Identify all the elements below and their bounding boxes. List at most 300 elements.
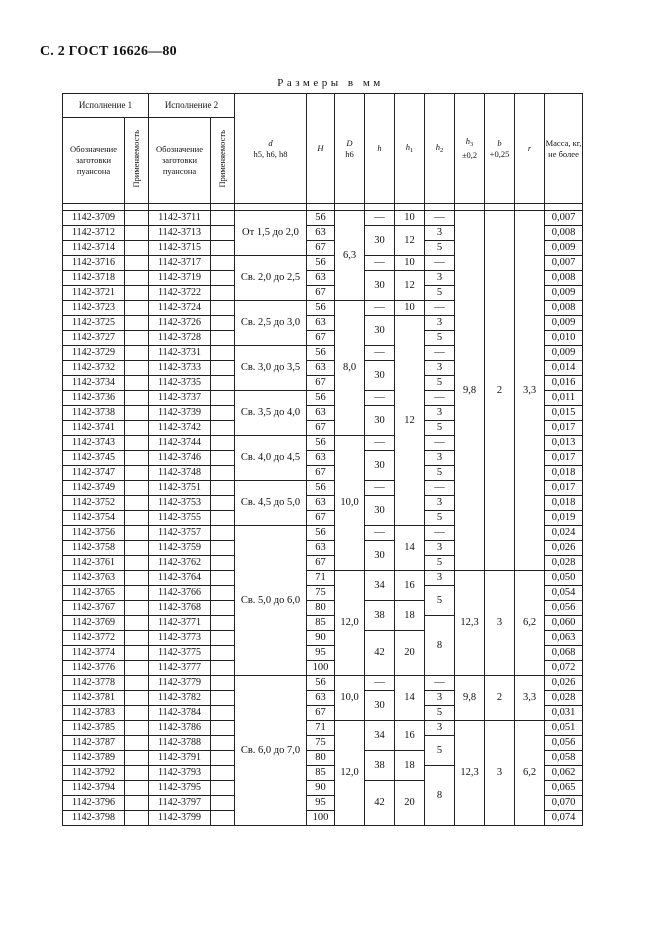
cell-applicability-1 (125, 466, 149, 481)
cell-d: Св. 4,0 до 4,5 (235, 436, 307, 481)
cell-h3: 12,3 (455, 721, 485, 826)
cell-H: 95 (307, 646, 335, 661)
cell-H: 56 (307, 481, 335, 496)
cell-designation-2: 1142-3719 (149, 271, 211, 286)
cell-designation-2: 1142-3773 (149, 631, 211, 646)
cell-H: 63 (307, 691, 335, 706)
cell-h2: 5 (425, 736, 455, 766)
cell-applicability-2 (211, 811, 235, 826)
cell-designation-2: 1142-3755 (149, 511, 211, 526)
cell-mass: 0,017 (545, 421, 583, 436)
cell-h2: — (425, 391, 455, 406)
cell-applicability-2 (211, 301, 235, 316)
cell-h1: 12 (395, 226, 425, 256)
cell-mass: 0,058 (545, 751, 583, 766)
cell-mass: 0,015 (545, 406, 583, 421)
cell-h: 30 (365, 496, 395, 526)
cell-h: 30 (365, 451, 395, 481)
cell-applicability-1 (125, 241, 149, 256)
cell-h: — (365, 301, 395, 316)
cell-b: 2 (485, 676, 515, 721)
table-row (63, 571, 583, 586)
cell-applicability-2 (211, 736, 235, 751)
cell-D: 12,0 (335, 571, 365, 676)
cell-mass: 0,017 (545, 451, 583, 466)
header-d-symbol: d (268, 137, 273, 148)
cell-h2: 3 (425, 571, 455, 586)
cell-mass: 0,016 (545, 376, 583, 391)
cell-applicability-2 (211, 511, 235, 526)
cell-h2: 5 (425, 421, 455, 436)
cell-applicability-2 (211, 706, 235, 721)
cell-applicability-2 (211, 361, 235, 376)
cell-designation-2: 1142-3726 (149, 316, 211, 331)
cell-H: 56 (307, 526, 335, 541)
cell-designation-1: 1142-3738 (63, 406, 125, 421)
header-r-symbol: r (527, 143, 532, 153)
cell-designation-1: 1142-3783 (63, 706, 125, 721)
cell-H: 90 (307, 781, 335, 796)
cell-h1: 14 (395, 526, 425, 571)
cell-h3: 9,8 (455, 211, 485, 571)
header-H (307, 94, 335, 204)
header-h2-symbol: h (435, 141, 440, 152)
cell-applicability-2 (211, 661, 235, 676)
cell-H: 67 (307, 331, 335, 346)
cell-applicability-1 (125, 706, 149, 721)
cell-designation-2: 1142-3739 (149, 406, 211, 421)
cell-mass: 0,028 (545, 556, 583, 571)
cell-applicability-1 (125, 526, 149, 541)
cell-applicability-2 (211, 631, 235, 646)
cell-mass: 0,019 (545, 511, 583, 526)
cell-applicability-2 (211, 436, 235, 451)
cell-mass: 0,070 (545, 796, 583, 811)
header-designation-2: Обозначение заготовки пуансона (149, 118, 211, 204)
cell-h: 34 (365, 571, 395, 601)
cell-applicability-2 (211, 331, 235, 346)
header-h3-tolerance: ±0,2 (461, 150, 478, 160)
cell-mass: 0,008 (545, 226, 583, 241)
cell-d: Св. 4,5 до 5,0 (235, 481, 307, 526)
cell-H: 75 (307, 586, 335, 601)
cell-H: 85 (307, 766, 335, 781)
cell-designation-2: 1142-3717 (149, 256, 211, 271)
cell-applicability-1 (125, 421, 149, 436)
cell-designation-2: 1142-3737 (149, 391, 211, 406)
cell-applicability-2 (211, 256, 235, 271)
cell-h2: — (425, 676, 455, 691)
page-header: С. 2 ГОСТ 16626—80 (40, 44, 177, 59)
cell-d: От 1,5 до 2,0 (235, 211, 307, 256)
header-h3-symbol: h (465, 136, 470, 146)
cell-H: 56 (307, 256, 335, 271)
cell-applicability-2 (211, 781, 235, 796)
cell-D: 10,0 (335, 676, 365, 721)
cell-h2: 3 (425, 271, 455, 286)
cell-designation-2: 1142-3722 (149, 286, 211, 301)
cell-applicability-1 (125, 271, 149, 286)
cell-h: 30 (365, 691, 395, 721)
cell-h1: 16 (395, 571, 425, 601)
header-applicability-2 (211, 118, 235, 204)
cell-applicability-1 (125, 796, 149, 811)
cell-applicability-1 (125, 481, 149, 496)
cell-designation-2: 1142-3733 (149, 361, 211, 376)
cell-h: — (365, 481, 395, 496)
cell-designation-1: 1142-3798 (63, 811, 125, 826)
cell-mass: 0,068 (545, 646, 583, 661)
cell-h3: 12,3 (455, 571, 485, 676)
cell-designation-2: 1142-3728 (149, 331, 211, 346)
cell-h2: 3 (425, 721, 455, 736)
cell-H: 56 (307, 211, 335, 226)
cell-H: 67 (307, 466, 335, 481)
cell-H: 71 (307, 571, 335, 586)
cell-H: 63 (307, 271, 335, 286)
cell-applicability-2 (211, 601, 235, 616)
header-designation-1: Обозначение заготовки пуансона (63, 118, 125, 204)
cell-designation-2: 1142-3775 (149, 646, 211, 661)
cell-h2: 5 (425, 376, 455, 391)
cell-mass: 0,009 (545, 241, 583, 256)
cell-applicability-1 (125, 631, 149, 646)
cell-H: 63 (307, 316, 335, 331)
cell-applicability-2 (211, 541, 235, 556)
cell-applicability-2 (211, 376, 235, 391)
cell-applicability-2 (211, 451, 235, 466)
cell-h2: 5 (425, 706, 455, 721)
cell-designation-2: 1142-3744 (149, 436, 211, 451)
cell-h2: 3 (425, 451, 455, 466)
cell-applicability-2 (211, 421, 235, 436)
cell-mass: 0,018 (545, 466, 583, 481)
cell-mass: 0,051 (545, 721, 583, 736)
cell-applicability-1 (125, 376, 149, 391)
cell-designation-1: 1142-3743 (63, 436, 125, 451)
cell-H: 63 (307, 361, 335, 376)
cell-applicability-2 (211, 316, 235, 331)
cell-b: 2 (485, 211, 515, 571)
cell-designation-2: 1142-3735 (149, 376, 211, 391)
cell-designation-2: 1142-3779 (149, 676, 211, 691)
cell-H: 56 (307, 436, 335, 451)
cell-designation-2: 1142-3786 (149, 721, 211, 736)
cell-designation-1: 1142-3749 (63, 481, 125, 496)
cell-b: 3 (485, 571, 515, 676)
cell-r: 6,2 (515, 721, 545, 826)
cell-mass: 0,018 (545, 496, 583, 511)
cell-h: — (365, 676, 395, 691)
cell-designation-1: 1142-3716 (63, 256, 125, 271)
cell-h: 30 (365, 316, 395, 346)
table-row (63, 676, 583, 691)
cell-designation-1: 1142-3769 (63, 616, 125, 631)
cell-mass: 0,056 (545, 601, 583, 616)
cell-mass: 0,074 (545, 811, 583, 826)
cell-mass: 0,007 (545, 211, 583, 226)
cell-h: — (365, 211, 395, 226)
cell-h1: 14 (395, 676, 425, 721)
cell-H: 67 (307, 511, 335, 526)
cell-applicability-1 (125, 331, 149, 346)
cell-applicability-2 (211, 691, 235, 706)
cell-h2: 3 (425, 406, 455, 421)
header-h1-subscript: 1 (410, 146, 414, 154)
cell-applicability-1 (125, 391, 149, 406)
cell-designation-1: 1142-3756 (63, 526, 125, 541)
cell-designation-1: 1142-3729 (63, 346, 125, 361)
header-b (485, 94, 515, 204)
cell-designation-1: 1142-3792 (63, 766, 125, 781)
cell-b: 3 (485, 721, 515, 826)
cell-applicability-2 (211, 766, 235, 781)
cell-h1: 10 (395, 211, 425, 226)
cell-applicability-2 (211, 226, 235, 241)
cell-d: Св. 3,5 до 4,0 (235, 391, 307, 436)
table-row (63, 721, 583, 736)
cell-designation-2: 1142-3768 (149, 601, 211, 616)
cell-applicability-1 (125, 496, 149, 511)
dimensions-table (62, 93, 583, 826)
cell-applicability-2 (211, 556, 235, 571)
cell-mass: 0,010 (545, 331, 583, 346)
cell-applicability-2 (211, 271, 235, 286)
cell-applicability-1 (125, 541, 149, 556)
cell-designation-1: 1142-3781 (63, 691, 125, 706)
cell-h: — (365, 391, 395, 406)
header-H-symbol: H (317, 143, 324, 153)
cell-mass: 0,008 (545, 301, 583, 316)
cell-h: 30 (365, 361, 395, 391)
cell-designation-1: 1142-3758 (63, 541, 125, 556)
cell-applicability-1 (125, 766, 149, 781)
cell-h1: 10 (395, 301, 425, 316)
cell-designation-1: 1142-3723 (63, 301, 125, 316)
cell-applicability-1 (125, 736, 149, 751)
header-h3-subscript: 3 (470, 141, 474, 148)
cell-designation-1: 1142-3721 (63, 286, 125, 301)
cell-r: 3,3 (515, 211, 545, 571)
cell-designation-2: 1142-3771 (149, 616, 211, 631)
cell-H: 63 (307, 451, 335, 466)
cell-h2: 5 (425, 586, 455, 616)
cell-D: 8,0 (335, 301, 365, 436)
cell-h2: 3 (425, 316, 455, 331)
header-h2 (425, 94, 455, 204)
cell-applicability-1 (125, 451, 149, 466)
cell-H: 67 (307, 286, 335, 301)
header-h (365, 94, 395, 204)
cell-designation-2: 1142-3753 (149, 496, 211, 511)
cell-designation-2: 1142-3724 (149, 301, 211, 316)
cell-applicability-2 (211, 571, 235, 586)
cell-designation-1: 1142-3734 (63, 376, 125, 391)
cell-applicability-2 (211, 466, 235, 481)
cell-mass: 0,065 (545, 781, 583, 796)
cell-H: 71 (307, 721, 335, 736)
header-applicability-1 (125, 118, 149, 204)
cell-applicability-1 (125, 556, 149, 571)
cell-mass: 0,024 (545, 526, 583, 541)
cell-mass: 0,009 (545, 316, 583, 331)
cell-mass: 0,009 (545, 346, 583, 361)
cell-applicability-2 (211, 721, 235, 736)
cell-applicability-1 (125, 361, 149, 376)
cell-d: Св. 5,0 до 6,0 (235, 526, 307, 676)
cell-h2: 3 (425, 541, 455, 556)
cell-H: 67 (307, 706, 335, 721)
cell-d: Св. 3,0 до 3,5 (235, 346, 307, 391)
cell-designation-1: 1142-3754 (63, 511, 125, 526)
cell-applicability-2 (211, 526, 235, 541)
cell-mass: 0,008 (545, 271, 583, 286)
cell-h: 38 (365, 601, 395, 631)
cell-designation-2: 1142-3782 (149, 691, 211, 706)
cell-h: 30 (365, 226, 395, 256)
cell-h2: 5 (425, 466, 455, 481)
cell-designation-2: 1142-3731 (149, 346, 211, 361)
cell-applicability-1 (125, 721, 149, 736)
cell-h2: 5 (425, 241, 455, 256)
cell-applicability-1 (125, 691, 149, 706)
cell-h1: 12 (395, 271, 425, 301)
cell-h2: — (425, 481, 455, 496)
cell-designation-2: 1142-3757 (149, 526, 211, 541)
table-body (63, 204, 583, 826)
cell-H: 63 (307, 406, 335, 421)
header-b-tolerance: +0,25 (489, 148, 510, 159)
header-h2-subscript: 2 (440, 146, 444, 154)
cell-H: 56 (307, 346, 335, 361)
cell-h2: 5 (425, 556, 455, 571)
header-h1-symbol: h (405, 141, 410, 152)
cell-mass: 0,050 (545, 571, 583, 586)
cell-h2: — (425, 301, 455, 316)
cell-applicability-1 (125, 316, 149, 331)
cell-h: 34 (365, 721, 395, 751)
cell-applicability-1 (125, 601, 149, 616)
header-execution-1: Исполнение 1 (63, 94, 149, 118)
cell-H: 95 (307, 796, 335, 811)
header-applicability-2-text: Применяемость (217, 130, 227, 188)
cell-applicability-2 (211, 346, 235, 361)
cell-mass: 0,014 (545, 361, 583, 376)
cell-designation-2: 1142-3713 (149, 226, 211, 241)
cell-applicability-2 (211, 586, 235, 601)
cell-h: 30 (365, 406, 395, 436)
header-h3 (455, 94, 485, 204)
cell-h1: 18 (395, 751, 425, 781)
cell-H: 80 (307, 751, 335, 766)
cell-applicability-1 (125, 256, 149, 271)
cell-designation-2: 1142-3715 (149, 241, 211, 256)
cell-designation-2: 1142-3711 (149, 211, 211, 226)
cell-applicability-1 (125, 511, 149, 526)
header-D-tolerance: h6 (345, 148, 354, 159)
cell-applicability-2 (211, 751, 235, 766)
cell-H: 90 (307, 631, 335, 646)
cell-applicability-1 (125, 751, 149, 766)
header-r (515, 94, 545, 204)
cell-designation-2: 1142-3793 (149, 766, 211, 781)
cell-D: 12,0 (335, 721, 365, 826)
cell-mass: 0,031 (545, 706, 583, 721)
cell-applicability-2 (211, 391, 235, 406)
cell-H: 63 (307, 226, 335, 241)
cell-designation-1: 1142-3747 (63, 466, 125, 481)
header-d (235, 94, 307, 204)
cell-d: Св. 2,5 до 3,0 (235, 301, 307, 346)
header-b-symbol: b (497, 137, 502, 148)
cell-D: 10,0 (335, 436, 365, 571)
cell-h2: 3 (425, 361, 455, 376)
cell-mass: 0,013 (545, 436, 583, 451)
cell-mass: 0,017 (545, 481, 583, 496)
cell-H: 100 (307, 811, 335, 826)
cell-mass: 0,056 (545, 736, 583, 751)
cell-applicability-1 (125, 346, 149, 361)
cell-h2: — (425, 436, 455, 451)
cell-h: 30 (365, 541, 395, 571)
cell-designation-1: 1142-3709 (63, 211, 125, 226)
cell-designation-1: 1142-3745 (63, 451, 125, 466)
header-applicability-1-text: Применяемость (131, 130, 141, 188)
cell-h1: 12 (395, 316, 425, 526)
cell-mass: 0,009 (545, 286, 583, 301)
cell-designation-2: 1142-3797 (149, 796, 211, 811)
cell-designation-2: 1142-3751 (149, 481, 211, 496)
cell-designation-2: 1142-3788 (149, 736, 211, 751)
cell-d: Св. 2,0 до 2,5 (235, 256, 307, 301)
cell-applicability-2 (211, 646, 235, 661)
cell-H: 80 (307, 601, 335, 616)
cell-h2: 5 (425, 331, 455, 346)
cell-d: Св. 6,0 до 7,0 (235, 676, 307, 826)
cell-h3: 9,8 (455, 676, 485, 721)
cell-mass: 0,060 (545, 616, 583, 631)
cell-H: 67 (307, 241, 335, 256)
cell-designation-1: 1142-3741 (63, 421, 125, 436)
cell-h: 42 (365, 631, 395, 676)
cell-h2: 3 (425, 226, 455, 241)
cell-H: 100 (307, 661, 335, 676)
cell-H: 67 (307, 421, 335, 436)
cell-applicability-1 (125, 676, 149, 691)
table-caption: Размеры в мм (277, 77, 384, 89)
cell-h1: 20 (395, 781, 425, 826)
cell-h1: 10 (395, 256, 425, 271)
cell-h2: 5 (425, 286, 455, 301)
cell-mass: 0,072 (545, 661, 583, 676)
cell-applicability-2 (211, 481, 235, 496)
cell-mass: 0,062 (545, 766, 583, 781)
cell-h: 30 (365, 271, 395, 301)
cell-h1: 18 (395, 601, 425, 631)
cell-designation-2: 1142-3762 (149, 556, 211, 571)
cell-mass: 0,063 (545, 631, 583, 646)
cell-designation-1: 1142-3772 (63, 631, 125, 646)
cell-designation-2: 1142-3777 (149, 661, 211, 676)
cell-designation-1: 1142-3778 (63, 676, 125, 691)
cell-designation-1: 1142-3776 (63, 661, 125, 676)
cell-r: 3,3 (515, 676, 545, 721)
cell-designation-2: 1142-3795 (149, 781, 211, 796)
cell-designation-1: 1142-3765 (63, 586, 125, 601)
cell-applicability-2 (211, 796, 235, 811)
header-mass: Масса, кг, не более (545, 94, 583, 204)
cell-mass: 0,026 (545, 541, 583, 556)
